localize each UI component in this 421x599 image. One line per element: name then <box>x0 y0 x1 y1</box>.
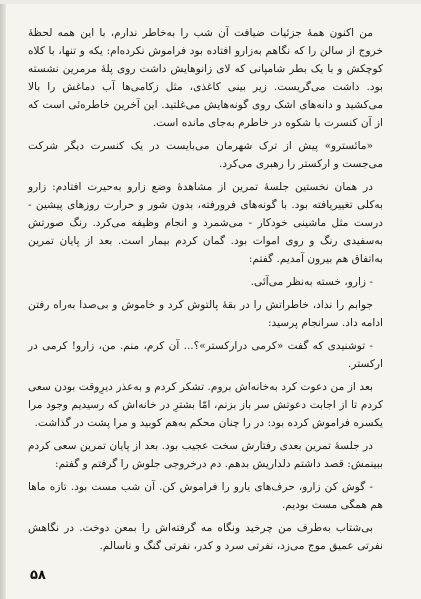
paragraph: من اکنون همهٔ جزئیات ضیافت آن شب را به‌خاطر ندارم، با این همه لحظهٔ خروج از سالن را که نگاهم به‌زارو افتاده بود فراموش نکرده‌ام: یکه و تنها، با کلاه کوچکش و با یک بطر شامپانی که لای زانوهایش داشت روی پلهٔ مرمرین نشسته بود. داشت می‌گریست. زیر بینی کاغذی، مثل زکامی‌ها آب دماغش را بالا می‌کشید و دانه‌های اشک روی گونه‌هایش می‌غلتید. این آخرین خاطره‌ئی است که از آن کنسرت با شکوه در خاطرم به‌جای مانده است. <box>28 27 383 129</box>
page-number: ۵۸ <box>30 568 46 583</box>
page-binding-edge <box>0 0 6 599</box>
paragraph: در همان نخستین جلسهٔ تمرین از مشاهدهٔ وضع زارو به‌حیرت افتادم: زارو به‌کلی تغییریافته بود. با گونه‌های فرورفته، بدون شور و حرارت روزهای پیشین - درست مثل ماشینی خودکار - می‌شمرد و انجام وظیفه می‌کرد. رنگ صورتش به‌سفیدی رنگ و روی اموات بود. گمان کردم بیمار است. بعد از پایان تمرین به‌اتفاق هم بیرون آمدیم. گفتم: <box>28 181 383 265</box>
dialogue-line: - زارو، خسته به‌نظر می‌آئی. <box>250 276 373 288</box>
paragraph: بعد از من دعوت کرد به‌خانه‌اش بروم. تشکر کردم و به‌عذر دیرِوقت بودن سعی کردم تا از اجابت دعوتش سر باز بزنم، امّا بشترِ در خانه‌اش که رسیدیم وجود مرا یکسره فراموش کرده بود: در را چنان محکم به‌هم کوبید و مرا پشت در گذاشت. <box>28 381 383 429</box>
paragraph: بی‌شتاب به‌طرف من چرخید ونگاه مه گرفته‌اش را بمعن دوخت. در نگاهش نفرتی عمیق موج می‌زد، نفرتی سرد و کدر، نفرتی گنگ و ناسالم. <box>28 522 383 552</box>
dialogue-line: - توشنیدی که گفت «کرمی درارکستر»؟... آن کرم، منم. من، زارو! کرمی در ارکستر. <box>28 340 383 370</box>
dialogue-line: - گوش کن زارو، حرف‌های یارو را فراموش کن. آن شب مست بود. تازه ماها هم همگی مست بودیم. <box>28 481 383 511</box>
paragraph: در جلسهٔ تمرین بعدی رفتارش سخت عجیب بود. بعد از پایان تمرین سعی کردم ببینمش: قصد داشتم دلداریش بدهم. دم درخروجی جلوش را گرفتم و گفتم: <box>28 440 383 470</box>
page-top-edge <box>0 0 421 4</box>
paragraph: جوابم را نداد، خاطراتش را در بقهٔ پالتوش کرد و خاموش و بی‌صدا به‌راه رفتن ادامه داد. سرانجام پرسید: <box>28 299 383 329</box>
body-text <box>28 24 383 560</box>
paragraph: «مائسترو» پیش از ترک شهرمان می‌بایست در یک کنسرت دیگر شرکت می‌جست و ارکستر را رهبری می‌کرد. <box>28 140 383 170</box>
